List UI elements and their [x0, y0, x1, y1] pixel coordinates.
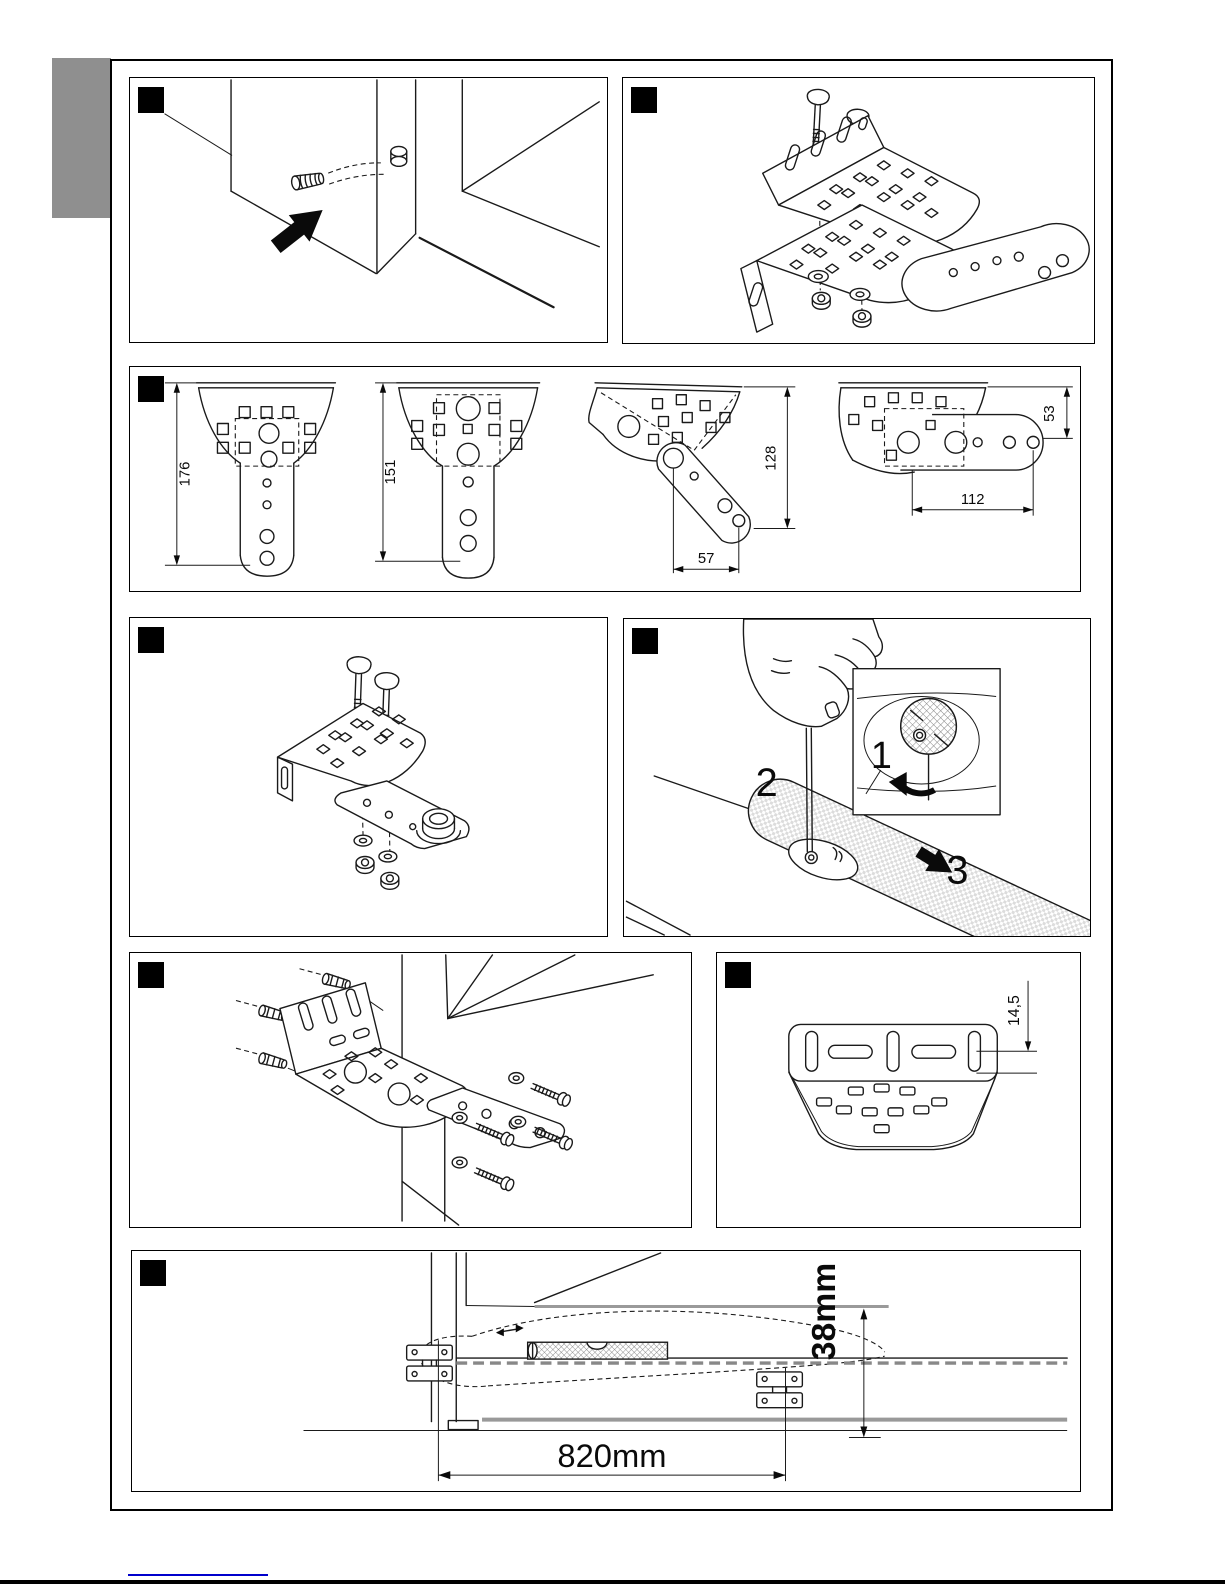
callout-3: 3 — [946, 848, 969, 893]
rear-mounting-bracket — [757, 1372, 803, 1408]
slot-dimension — [976, 981, 1037, 1073]
bracket-slot-dimension-drawing — [717, 953, 1080, 1227]
arm-bracket-assembly-drawing — [130, 618, 607, 936]
dim-label-176: 176 — [177, 461, 194, 487]
push-arrow-icon — [265, 197, 333, 260]
front-mounting-bracket — [407, 1345, 453, 1381]
manual-release-drawing — [624, 619, 1090, 936]
bracket-exploded-drawing — [623, 78, 1094, 343]
height-dimension — [805, 1263, 881, 1438]
hinge-barrel — [391, 146, 407, 166]
gate-post-stud-drawing — [130, 78, 607, 342]
bracket-dimension-views — [130, 367, 1080, 591]
threaded-stud — [291, 160, 385, 190]
dim-label-128: 128 — [763, 445, 780, 471]
callout-1: 1 — [870, 735, 892, 778]
dim-label-57: 57 — [697, 551, 715, 568]
panel-bracket-dimensions — [129, 366, 1081, 592]
bracket-plate — [278, 703, 426, 800]
panel-installation-side-view — [131, 1250, 1081, 1492]
installation-side-view-drawing — [132, 1251, 1080, 1491]
view-bracket-horizontal — [839, 383, 1073, 516]
panel-manual-release — [623, 618, 1091, 937]
panel-arm-bracket-assembly — [129, 617, 608, 937]
panel-gate-post-stud — [129, 77, 608, 343]
dim-label-112: 112 — [960, 491, 985, 508]
page-bottom-rule — [0, 1580, 1225, 1584]
dim-label-820mm: 820mm — [557, 1437, 667, 1475]
view-bracket-angled — [589, 383, 796, 573]
dim-label-53: 53 — [1041, 405, 1058, 422]
panel-bracket-exploded — [622, 77, 1095, 344]
dim-label-151: 151 — [382, 459, 399, 485]
panel-bracket-wall-mounting — [129, 952, 692, 1228]
view-bracket-176 — [165, 383, 335, 576]
washers-and-nuts — [354, 835, 399, 889]
bracket-wall-mounting-drawing — [130, 953, 691, 1227]
dim-label-38mm: 38mm — [805, 1262, 844, 1361]
footer-link-underline[interactable] — [128, 1574, 268, 1576]
gate-and-post — [304, 1253, 1068, 1431]
panel-bracket-slot-dimension — [716, 952, 1081, 1228]
spirit-level — [528, 1342, 668, 1359]
dim-label-14-5: 14,5 — [1006, 995, 1024, 1027]
callout-2: 2 — [755, 760, 778, 805]
bracket-small-slots — [817, 1084, 947, 1133]
view-bracket-151 — [375, 383, 540, 578]
bracket-slots — [806, 1031, 981, 1071]
release-detail-inset — [853, 669, 1000, 815]
page-margin-tab — [52, 58, 111, 218]
